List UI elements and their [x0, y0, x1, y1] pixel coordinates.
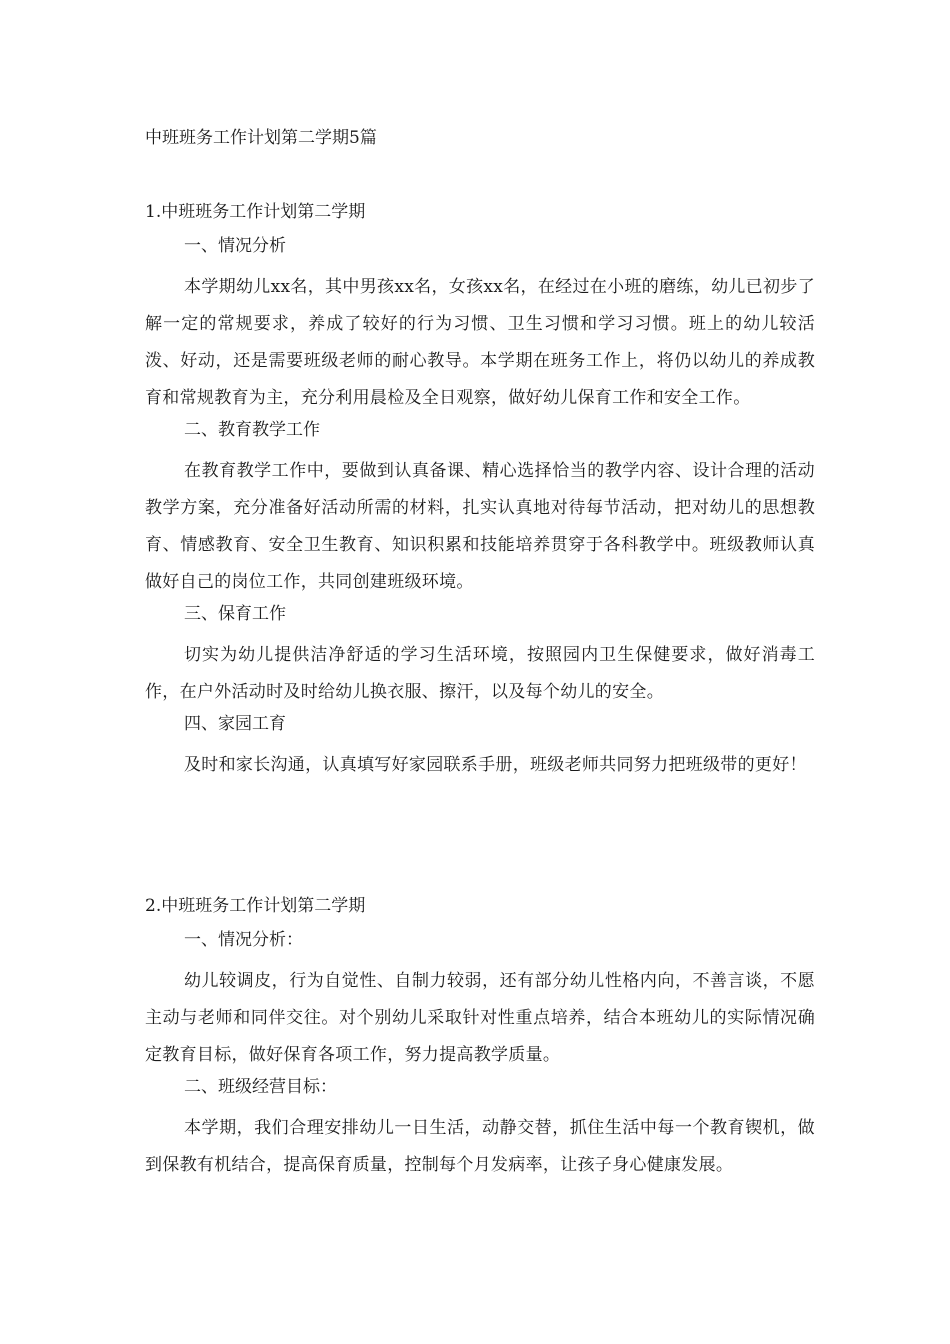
paragraph: 及时和家长沟通，认真填写好家园联系手册，班级老师共同努力把班级带的更好！: [184, 755, 807, 775]
section-heading: 三、保育工作: [184, 604, 286, 624]
document-title: 中班班务工作计划第二学期5篇: [145, 128, 377, 148]
paragraph: 切实为幼儿提供洁净舒适的学习生活环境，按照园内卫生保健要求，做好消毒工作，在户外活动时及时给幼儿换衣服、擦汗，以及每个幼儿的安全。: [145, 645, 815, 702]
section-heading: 二、班级经营目标：: [184, 1077, 337, 1097]
section-heading: 四、家园工育: [184, 714, 286, 734]
section-1: [145, 200, 815, 784]
section-title: 1.中班班务工作计划第二学期: [145, 202, 366, 222]
section-heading: 一、情况分析：: [184, 930, 303, 950]
paragraph: 在教育教学工作中，要做到认真备课、精心选择恰当的教学内容、设计合理的活动教学方案，充分准备好活动所需的材料，扎实认真地对待每节活动，把对幼儿的思想教育、情感教育、安全卫生教育、知识积累和技能培养贯穿于各科教学中。班级教师认真做好自己的岗位工作，共同创建班级环境。: [145, 461, 815, 592]
paragraph: 本学期，我们合理安排幼儿一日生活，动静交替，抓住生活中每一个教育锲机，做到保教有机结合，提高保育质量，控制每个月发病率，让孩子身心健康发展。: [145, 1118, 815, 1175]
section-heading: 一、情况分析: [184, 236, 286, 256]
section-title: 2.中班班务工作计划第二学期: [145, 896, 366, 916]
section-heading: 二、教育教学工作: [184, 420, 320, 440]
section-2: [145, 894, 815, 1184]
paragraph: 本学期幼儿xx名，其中男孩xx名，女孩xx名，在经过在小班的磨练，幼儿已初步了解一定的常规要求，养成了较好的行为习惯、卫生习惯和学习习惯。班上的幼儿较活泼、好动，还是需要班级老师的耐心教导。本学期在班务工作上，将仍以幼儿的养成教育和常规教育为主，充分利用晨检及全日观察，做好幼儿保育工作和安全工作。: [145, 277, 815, 408]
paragraph: 幼儿较调皮，行为自觉性、自制力较弱，还有部分幼儿性格内向，不善言谈，不愿主动与老师和同伴交往。对个别幼儿采取针对性重点培养，结合本班幼儿的实际情况确定教育目标，做好保育各项工作，努力提高教学质量。: [145, 971, 815, 1065]
